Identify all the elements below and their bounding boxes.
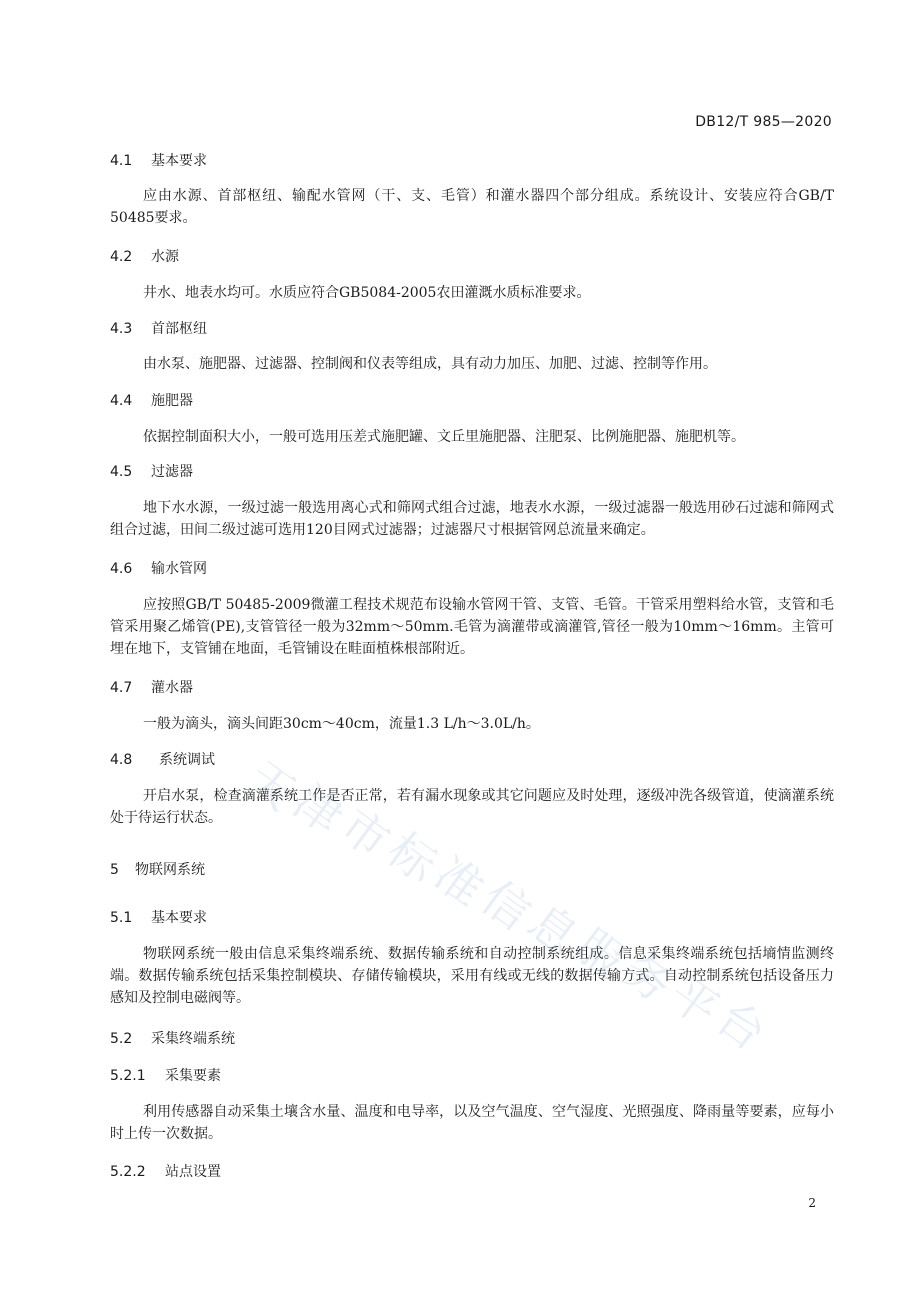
section-paragraph-4-6: 应按照GB/T 50485-2009微灌工程技术规范布设输水管网干管、支管、毛管。干管采用塑料给水管，支管和毛管采用聚乙烯管(PE),支管管径一般为32mm～50mm.毛管为滴灌带或滴灌管,管径一般为10mm～16mm。主管可埋在地下，支管铺在地面，毛管铺设在畦面植株根部附近。 [110,597,834,657]
watermark-char: 息 [518,894,588,965]
section-heading-4-8 [110,750,215,770]
section-number: 4.2 [110,249,133,265]
section-paragraph-4-7: 一般为滴头，滴头间距30cm～40cm，流量1.3 L/h～3.0L/h。 [143,716,540,732]
section-heading-4-7 [110,678,193,698]
watermark-char: 天 [236,750,306,821]
section-paragraph-4-1: 应由水源、首部枢纽、输配水管网（干、支、毛管）和灌水器四个部分组成。系统设计、安装应符合GB/T 50485要求。 [110,188,834,226]
section-title: 采集终端系统 [151,1031,235,1047]
section-title: 采集要素 [165,1068,221,1084]
section-paragraph-4-2: 井水、地表水均可。水质应符合GB5084-2005农田灌溉水质标准要求。 [143,285,591,301]
section-number: 4.8 [110,752,133,768]
section-title: 首部枢纽 [151,321,207,337]
section-number: 4.6 [110,561,133,577]
section-paragraph-5-2-1: 利用传感器自动采集土壤含水量、温度和电导率，以及空气温度、空气湿度、光照强度、降雨量等要素，应每小时上传一次数据。 [110,1104,834,1142]
section-paragraph-4-8: 开启水泵，检查滴灌系统工作是否正常，若有漏水现象或其它问题应及时处理，逐级冲洗各级管道，使滴灌系统处于待运行状态。 [110,788,834,826]
section-paragraph-4-4: 依据控制面积大小，一般可选用压差式施肥罐、文丘里施肥器、注肥泵、比例施肥器、施肥机等。 [143,429,745,445]
section-heading-4-4 [110,391,193,411]
section-title: 水源 [151,249,179,265]
section-number: 5.2 [110,1031,133,1047]
section-number: 4.5 [110,464,133,480]
section-paragraph-5-1: 物联网系统一般由信息采集终端系统、数据传输系统和自动控制系统组成。信息采集终端系统包括墒情监测终端。数据传输系统包括采集控制模块、存储传输模块，采用有线或无线的数据传输方式。自动控制系统包括设备压力感知及控制电磁阀等。 [110,946,834,1006]
watermark-char: 平 [659,966,729,1037]
section-title: 基本要求 [151,910,207,926]
section-heading-5-2-1 [110,1066,221,1086]
section-title: 灌水器 [151,680,193,696]
section-heading-4-6 [110,559,207,579]
section-heading-4-1 [110,151,207,171]
section-number: 4.4 [110,393,133,409]
section-number: 4.1 [110,153,133,169]
watermark-char: 标 [377,822,447,893]
watermark-char: 津 [283,774,353,845]
section-heading-5-2-2 [110,1162,221,1182]
section-title: 站点设置 [165,1164,221,1180]
chapter-heading-5 [110,860,205,880]
standard-code: DB12/T 985—2020 [695,114,832,130]
section-title: 基本要求 [151,153,207,169]
watermark-char: 准 [424,846,494,917]
section-number: 4.7 [110,680,133,696]
section-number: 5.2.2 [110,1164,146,1180]
watermark-char: 市 [330,798,400,869]
watermark-char: 务 [612,942,682,1013]
section-heading-5-2 [110,1029,235,1049]
section-paragraph-4-3: 由水泵、施肥器、过滤器、控制阀和仪表等组成，具有动力加压、加肥、过滤、控制等作用。 [143,356,717,372]
section-title: 施肥器 [151,393,193,409]
page-number: 2 [808,1196,816,1210]
section-heading-4-2 [110,247,179,267]
section-number: 5.1 [110,910,133,926]
section-title: 过滤器 [151,464,193,480]
section-title: 系统调试 [159,752,215,768]
watermark-char: 信 [471,870,541,941]
section-heading-4-5 [110,462,193,482]
watermark-char: 服 [565,918,635,989]
section-number: 4.3 [110,321,133,337]
section-number: 5.2.1 [110,1068,146,1084]
section-title: 输水管网 [151,561,207,577]
section-title: 物联网系统 [135,862,205,878]
section-heading-5-1 [110,908,207,928]
watermark-char: 台 [706,990,776,1061]
section-heading-4-3 [110,319,207,339]
section-paragraph-4-5: 地下水水源，一级过滤一般选用离心式和筛网式组合过滤，地表水水源，一级过滤器一般选用砂石过滤和筛网式组合过滤，田间二级过滤可选用120目网式过滤器；过滤器尺寸根据管网总流量来确定。 [110,500,834,538]
section-number: 5 [110,862,119,878]
